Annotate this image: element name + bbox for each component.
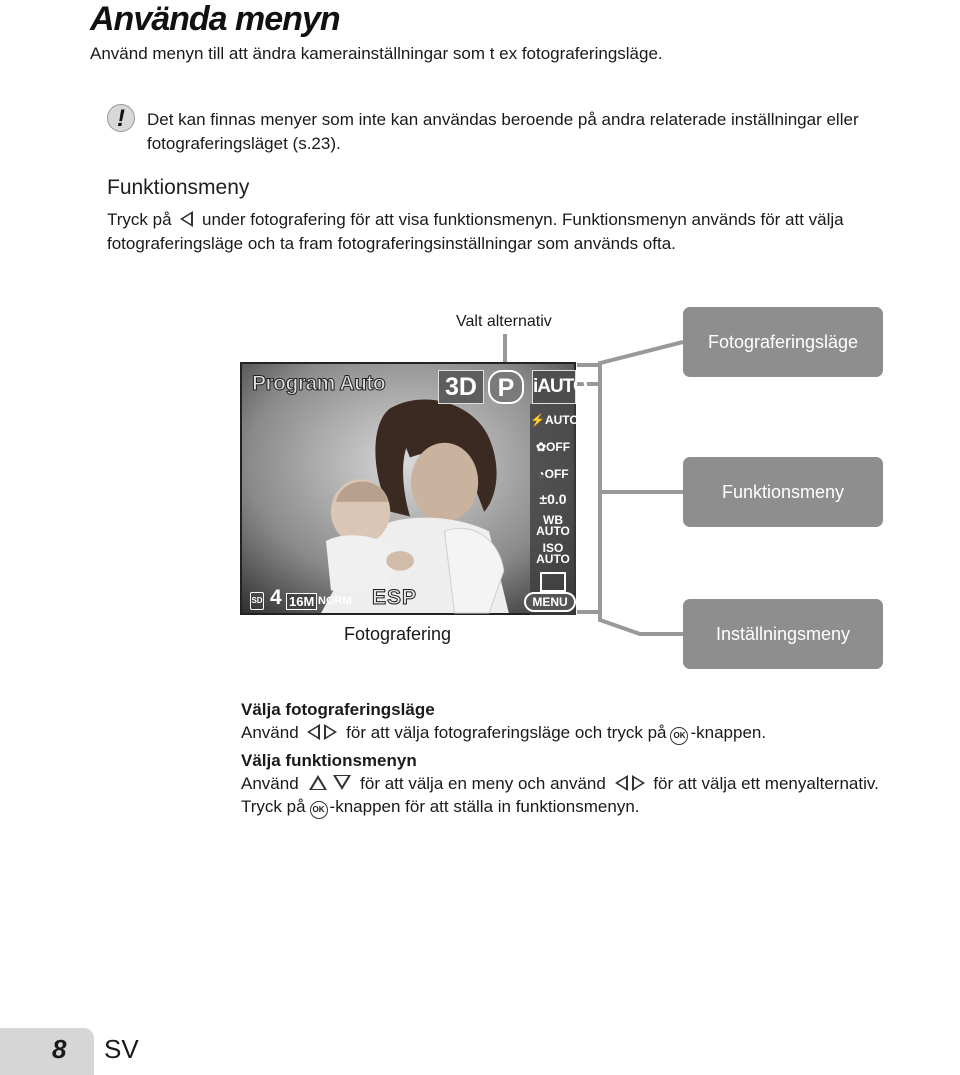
drive-mode-icon[interactable] bbox=[540, 572, 566, 592]
shooting-label: Fotografering bbox=[344, 624, 452, 644]
sd-card-icon: SD bbox=[250, 592, 264, 610]
metering-label: ESP bbox=[372, 586, 418, 609]
function-menu-column bbox=[530, 404, 579, 615]
mode-3d-icon[interactable]: 3D bbox=[438, 370, 484, 404]
section-body-end: under fotografering för att visa funktionsmenyn. Funktionsmenyn används för att välja fotograferingsläge och ta fram fotograferingsinställningar som används ofta. bbox=[107, 210, 844, 253]
down-arrow-icon bbox=[333, 775, 351, 790]
shooting-mode-title: Program Auto bbox=[252, 372, 386, 395]
macro-off-icon[interactable]: ✿OFF bbox=[535, 440, 571, 454]
right-arrow-icon bbox=[324, 724, 337, 740]
confirm-text: Tryck på OK -knappen för att ställa in funktionsmenyn. bbox=[241, 795, 951, 819]
left-arrow-icon bbox=[307, 724, 320, 740]
camera-screen bbox=[240, 362, 587, 615]
self-timer-off-icon[interactable]: ◔OFF bbox=[537, 467, 569, 481]
ok-button-icon: OK bbox=[670, 727, 688, 745]
callout-function-menu: Funktionsmeny bbox=[683, 457, 883, 527]
mode-program-icon[interactable]: P bbox=[488, 370, 524, 404]
select-menu-text: Använd för att välja en meny och använd för att välja ett menyalternativ. bbox=[241, 774, 879, 793]
iso-value[interactable]: AUTO bbox=[536, 552, 570, 566]
left-arrow-icon bbox=[615, 775, 628, 791]
white-balance-value[interactable]: AUTO bbox=[536, 524, 570, 538]
callout-setup-menu: Inställningsmeny bbox=[683, 599, 883, 669]
language-label: SV bbox=[104, 1034, 139, 1064]
white-balance-label[interactable]: WB bbox=[543, 513, 563, 527]
callout-shooting-mode: Fotograferingsläge bbox=[683, 307, 883, 377]
section-body-start: Tryck på bbox=[107, 210, 172, 229]
page-number: 8 bbox=[52, 1034, 67, 1064]
section-title: Funktionsmeny bbox=[107, 176, 250, 199]
select-mode-text: Använd för att välja fotograferingsläge och tryck på OK -knappen. bbox=[241, 721, 951, 745]
image-size-badge: 16M bbox=[286, 593, 317, 610]
exposure-compensation-item[interactable]: ±0.0 bbox=[539, 491, 567, 507]
photo-preview bbox=[242, 364, 579, 613]
page-tab bbox=[0, 1028, 94, 1075]
menu-button[interactable]: MENU bbox=[524, 592, 576, 612]
select-menu-heading: Välja funktionsmenyn bbox=[241, 751, 417, 770]
iso-label[interactable]: ISO bbox=[542, 541, 564, 555]
shots-remaining: 4 bbox=[270, 586, 282, 609]
mode-iauto-icon[interactable]: iAUTO bbox=[532, 370, 576, 404]
intro-text: Använd menyn till att ändra kamerainställningar som t ex fotograferingsläge. bbox=[90, 44, 663, 63]
up-arrow-icon bbox=[309, 775, 327, 790]
select-mode-heading: Välja fotograferingsläge bbox=[241, 700, 435, 719]
quality-badge: NORM bbox=[318, 595, 352, 607]
flash-auto-icon[interactable]: ⚡AUTO bbox=[530, 413, 579, 427]
ok-button-icon: OK bbox=[310, 801, 328, 819]
selected-option-label: Valt alternativ bbox=[456, 313, 552, 330]
page-title: Använda menyn bbox=[90, 0, 340, 38]
right-arrow-icon bbox=[632, 775, 645, 791]
caution-icon: ! bbox=[107, 104, 135, 132]
caution-text: Det kan finnas menyer som inte kan användas beroende på andra relaterade inställningar eller fotograferingsläget (s.23). bbox=[147, 110, 859, 153]
